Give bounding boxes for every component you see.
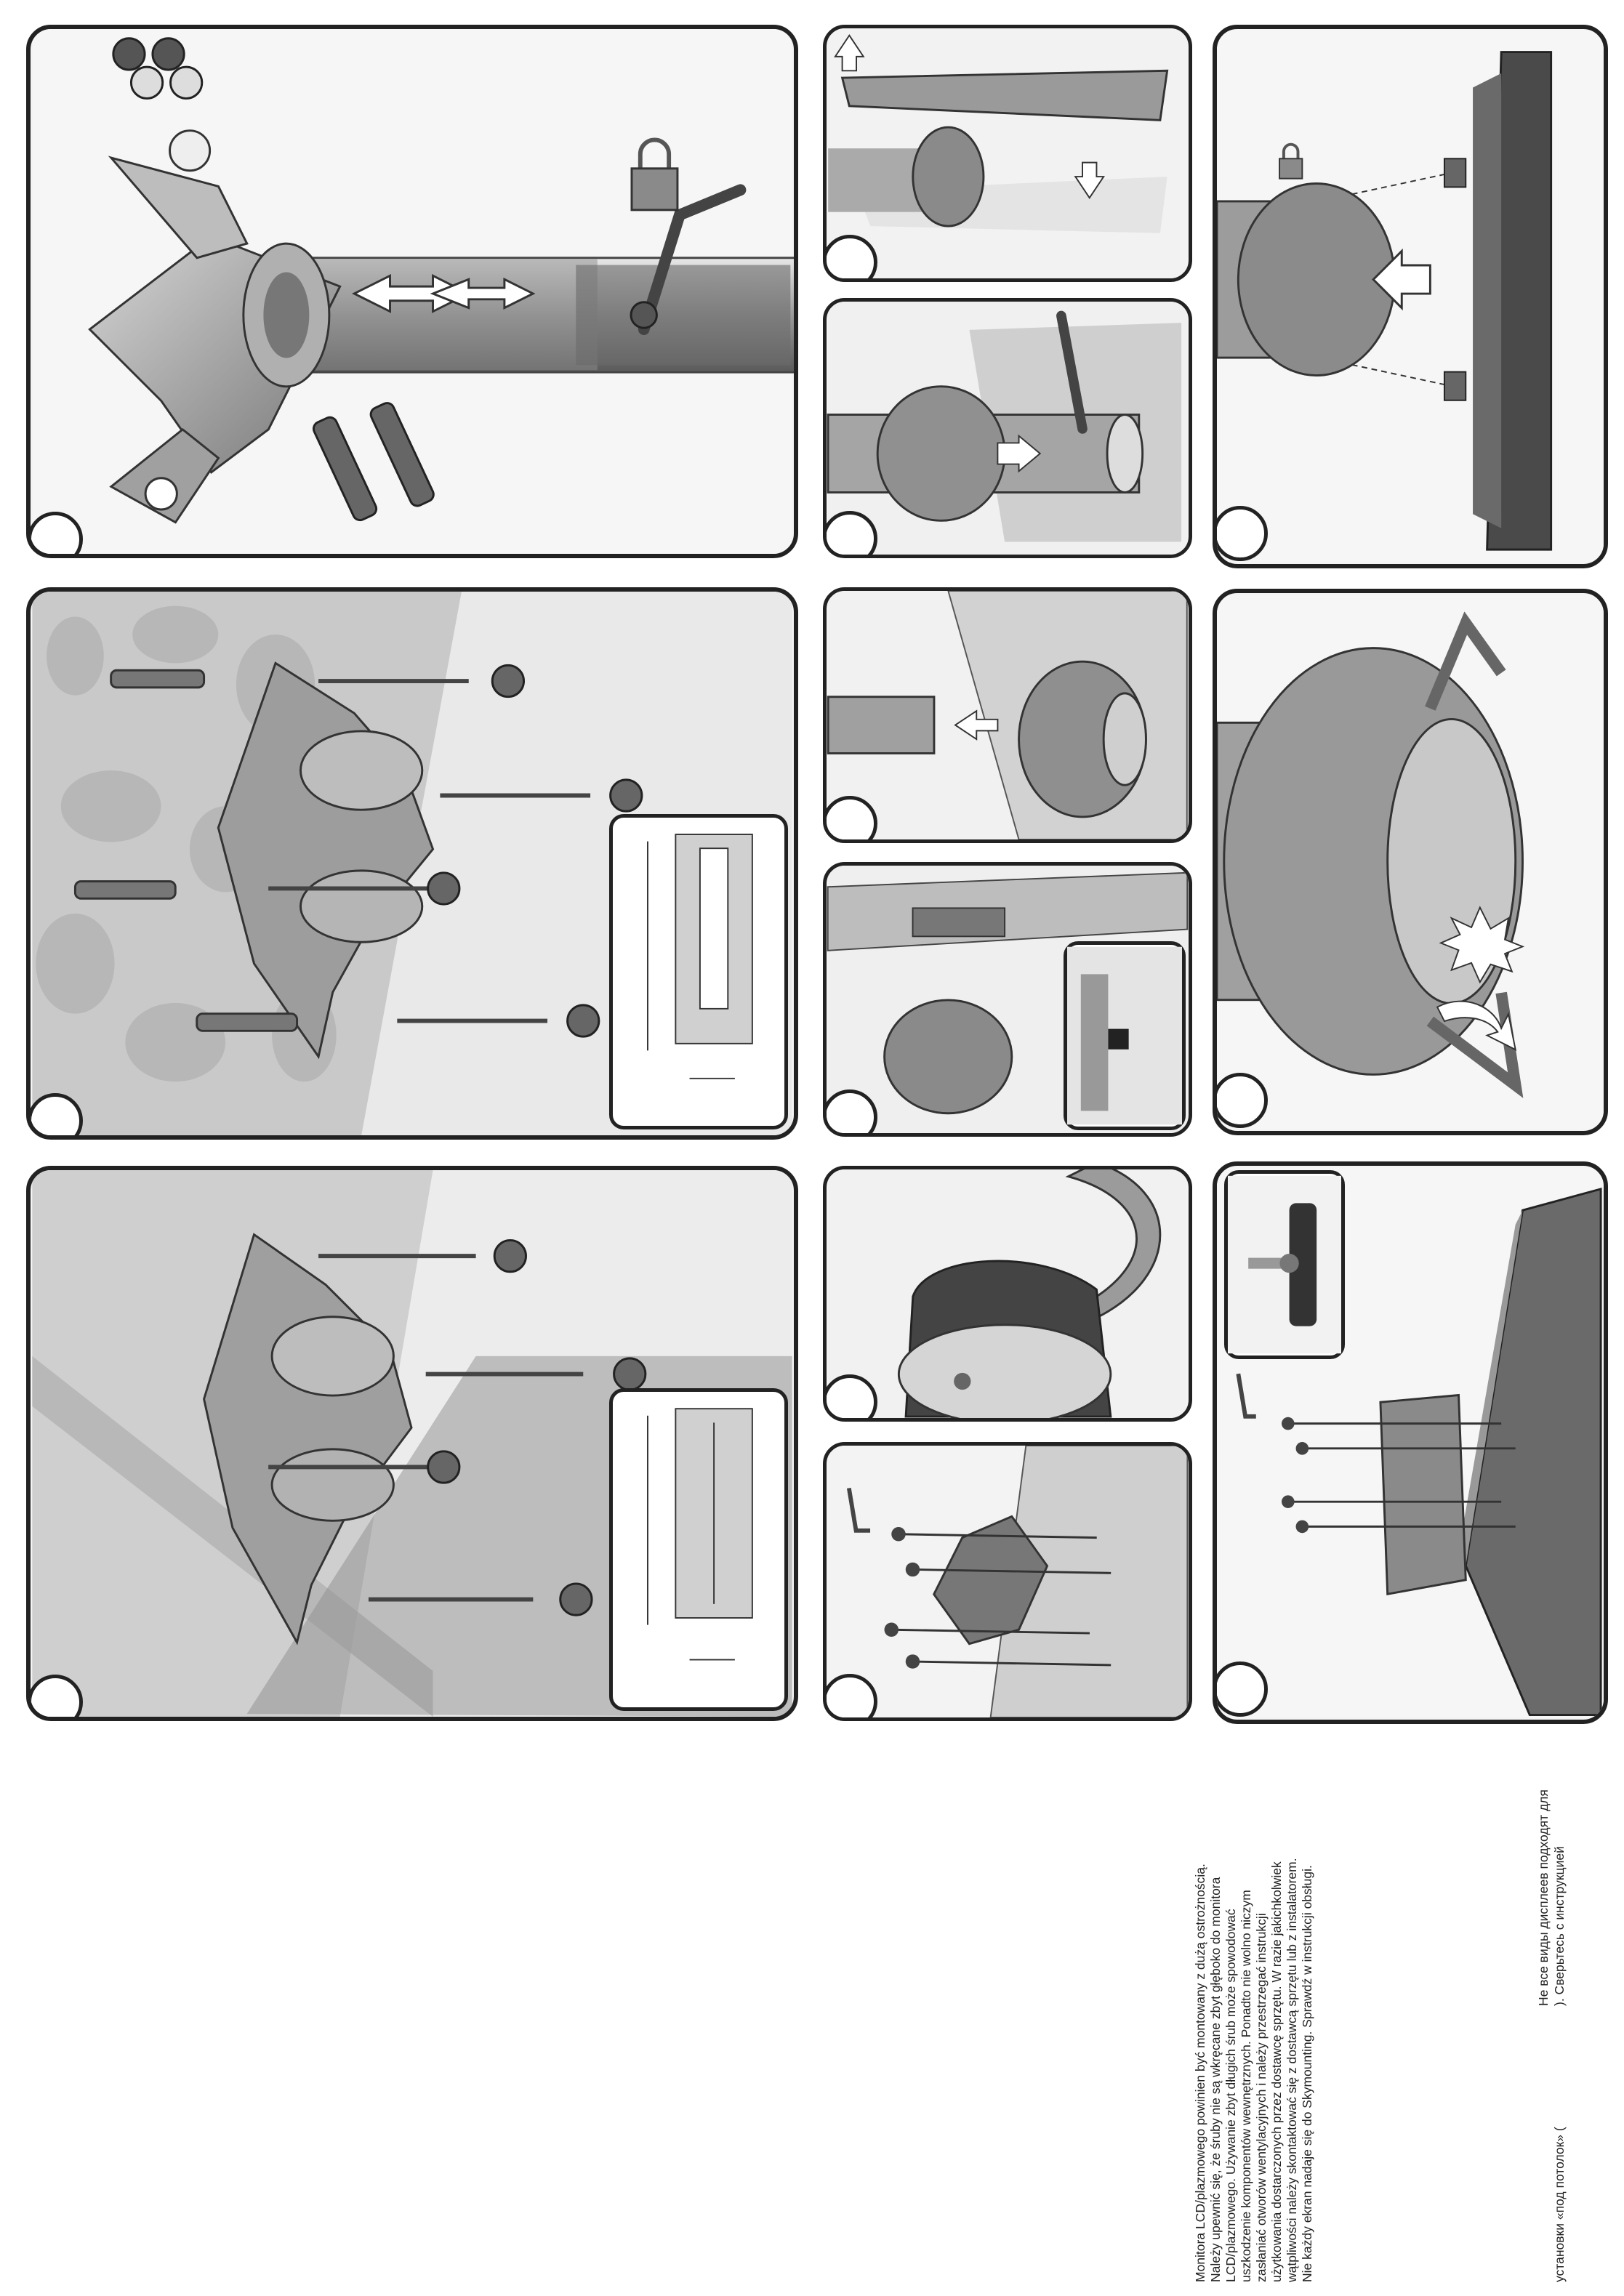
instruction-line-4: uszkodzenie komponentów wewnętrznych. Ponadto nie wolno niczym	[1239, 1890, 1253, 2282]
instruction-line-5: zasłaniać otworów wentylacyjnych i należy przestrzegać instrukcji	[1254, 1913, 1269, 2282]
drill-detail-inset	[609, 814, 788, 1129]
head-detail-illustration	[1217, 593, 1604, 1131]
ru-line-2: установки «под потолок» (	[1552, 2127, 1567, 2282]
panel-concrete-wall	[26, 587, 798, 1140]
stud-detail-inset	[609, 1388, 788, 1711]
instruction-line-8: Nie każdy ekran nadaje się do Skymounting. Sprawdź w instrukcji obsługi.	[1300, 1865, 1314, 2282]
panel-screen-plate	[1213, 1161, 1608, 1724]
mount-screen-illustration	[1217, 29, 1604, 564]
step-number-circle	[1213, 506, 1268, 561]
clip-detail-inset	[1064, 941, 1186, 1130]
arrow-icon	[354, 275, 533, 311]
panel-tilt-adjust	[823, 25, 1192, 282]
vesa-plate-illustration	[827, 1446, 1189, 1717]
panel-mount-screen	[1213, 25, 1608, 568]
panel-pole-insert	[823, 298, 1192, 558]
pole-remove-illustration	[827, 591, 1189, 839]
instruction-line-3: LCD/plazmowego. Używanie zbyt długich śrub może spowodować	[1223, 1909, 1238, 2282]
panel-head-detail	[1213, 589, 1608, 1135]
pole-insert-illustration	[827, 302, 1189, 555]
bracket-pole-illustration	[31, 29, 794, 554]
tilt-adjust-illustration	[827, 28, 1189, 278]
screen-profile-inset	[1224, 1170, 1345, 1359]
instruction-line-2: Należy upewnić się, że śruby nie są wkręcane zbyt głęboko do monitora	[1208, 1877, 1223, 2282]
step-number-circle	[1213, 1073, 1268, 1128]
instruction-line-7: wątpliwości należy skontaktować się z dostawcą sprzętu lub z instalatorem.	[1285, 1858, 1299, 2282]
panel-vesa-plate	[823, 1442, 1192, 1721]
panel-wood-wall	[26, 1166, 798, 1721]
panel-clip-attach	[823, 862, 1192, 1137]
ru-line-1: Не все виды дисплеев подходят для	[1536, 1789, 1551, 2006]
panel-bracket-pole	[26, 25, 798, 558]
panel-pole-remove	[823, 587, 1192, 843]
step-number-circle	[1213, 1661, 1268, 1717]
instruction-line-6: użytkowania dostarczonych przez dostawcę sprzętu. W razie jakichkolwiek	[1269, 1861, 1284, 2282]
panel-head-bend	[823, 1166, 1192, 1422]
instruction-line-1: Monitora LCD/plazmowego powinien być montowany z dużą ostrożnością.	[1193, 1864, 1207, 2282]
ru-line-3: ). Сверьтесь с инструкцией	[1552, 1846, 1567, 2006]
head-bend-illustration	[827, 1169, 1189, 1418]
